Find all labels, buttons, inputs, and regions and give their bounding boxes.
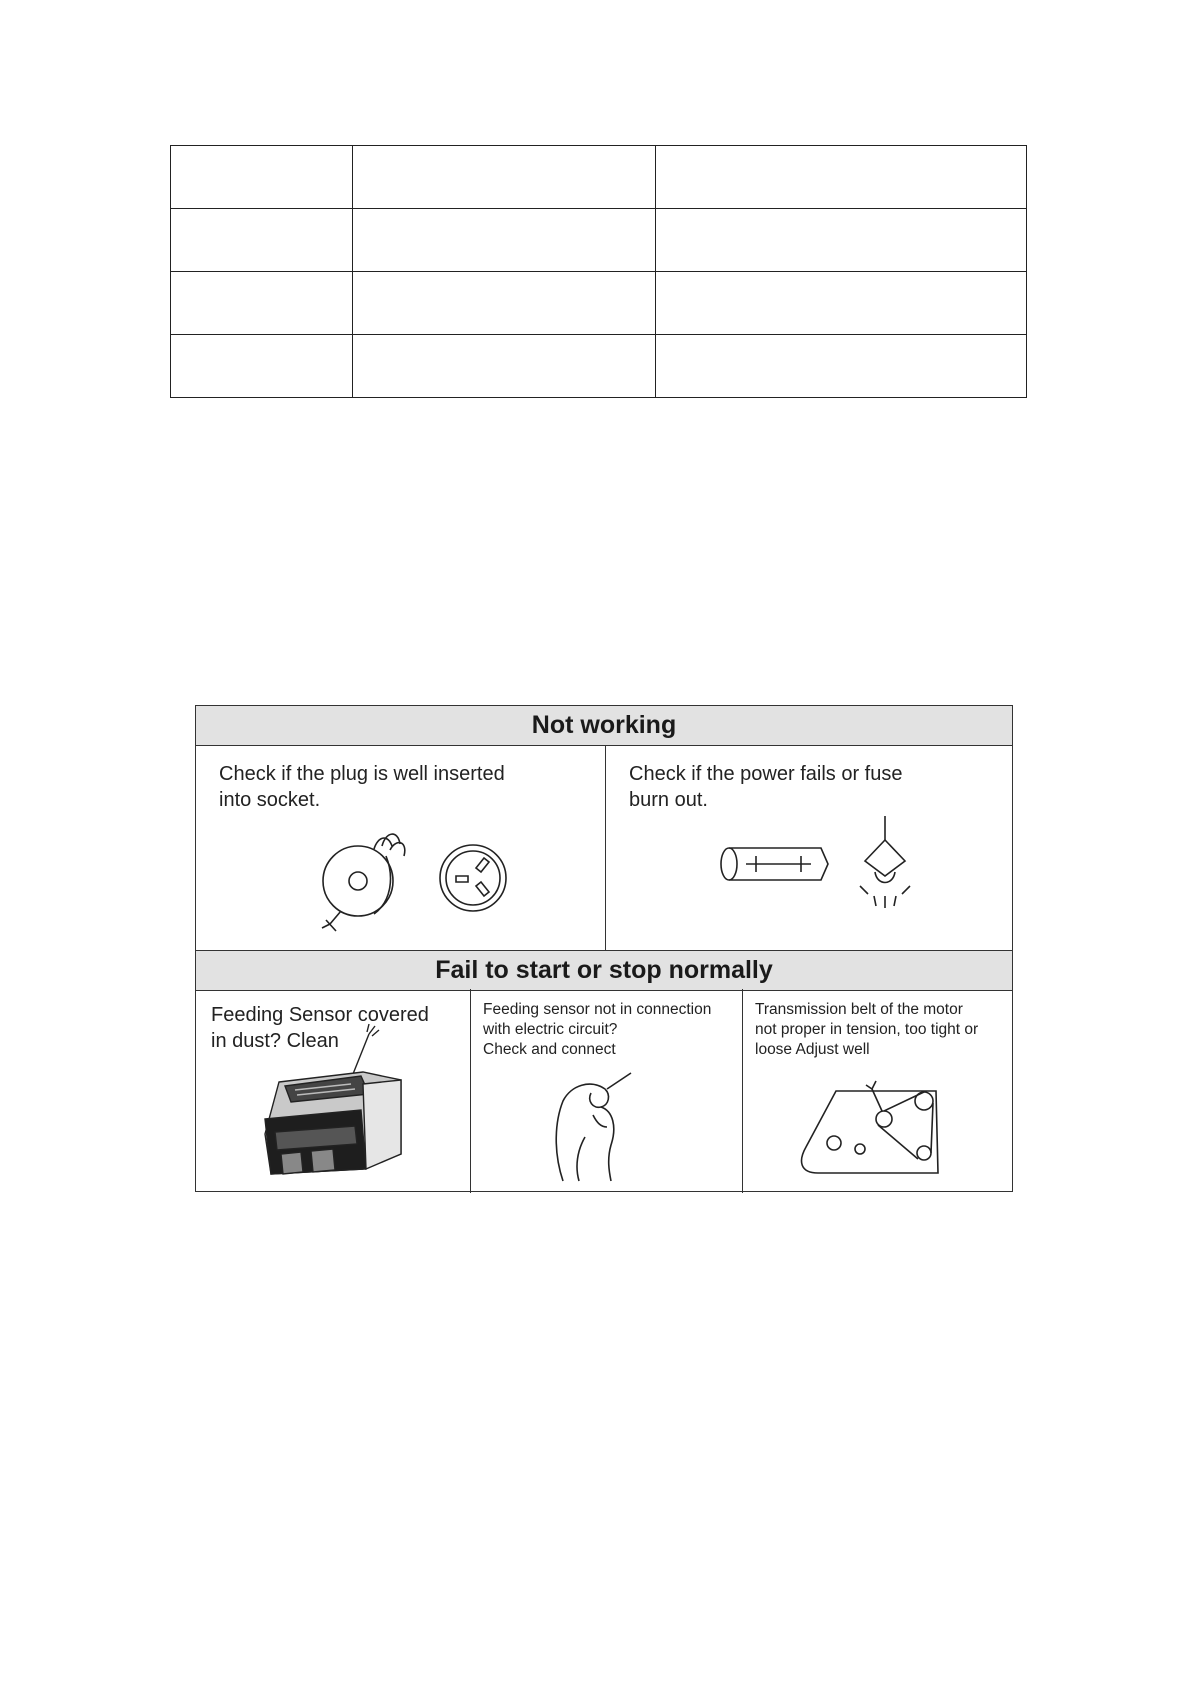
sensor-dust-text: Feeding Sensor covered in dust? Clean <box>211 1004 429 1052</box>
table-cell <box>656 209 1027 272</box>
cell-divider <box>605 745 606 950</box>
table-cell <box>353 146 656 209</box>
table-cell <box>171 272 353 335</box>
fuse-lamp-icon <box>716 816 936 926</box>
table-cell <box>353 272 656 335</box>
table-row <box>171 335 1027 398</box>
fuse-instruction-text: Check if the power fails or fuse burn out. <box>629 763 903 811</box>
table-cell <box>171 146 353 209</box>
table-cell <box>171 335 353 398</box>
plug-socket-icon <box>316 816 536 941</box>
cell-divider <box>742 989 743 1193</box>
table-row <box>171 209 1027 272</box>
troubleshooting-panel <box>195 705 1013 1192</box>
table-cell <box>656 146 1027 209</box>
hand-wire-icon <box>551 1071 661 1186</box>
table-row <box>171 272 1027 335</box>
table-cell <box>656 272 1027 335</box>
cell-divider <box>470 989 471 1193</box>
section-title-fail-to-start: Fail to start or stop normally <box>196 950 1012 991</box>
belt-pulley-icon <box>796 1081 946 1181</box>
empty-table <box>170 145 1027 398</box>
table-cell <box>171 209 353 272</box>
money-counter-brush-icon <box>251 1024 426 1189</box>
belt-tension-text: Transmission belt of the motor not proper in tension, too tight or loose Adjust well <box>755 1001 979 1059</box>
table-cell <box>353 209 656 272</box>
table-cell <box>353 335 656 398</box>
section-title-not-working: Not working <box>196 706 1012 746</box>
plug-instruction-text: Check if the plug is well inserted into socket. <box>219 763 505 811</box>
table-cell <box>656 335 1027 398</box>
sensor-connection-text: Feeding sensor not in connection with electric circuit? Check and connect <box>483 1001 712 1059</box>
table-row <box>171 146 1027 209</box>
